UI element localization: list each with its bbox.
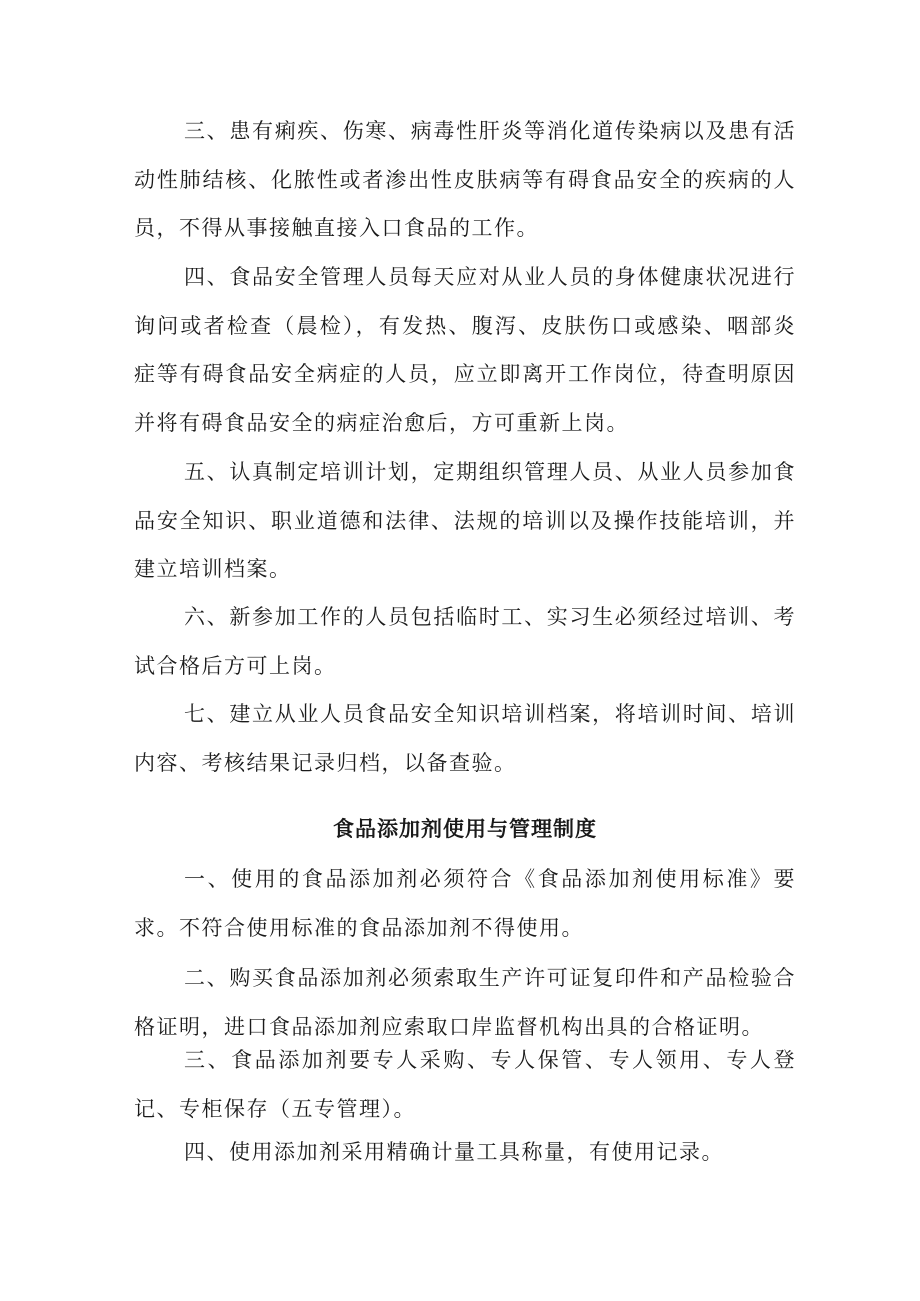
additive-paragraph-1-standards: 一、使用的食品添加剂必须符合《食品添加剂使用标准》要求。不符合使用标准的食品添加剂不得使用。 — [134, 867, 796, 940]
paragraph-4-morning-check: 四、食品安全管理人员每天应对从业人员的身体健康状况进行询问或者检查（晨检），有发热、腹泻、皮肤伤口或感染、咽部炎症等有碍食品安全病症的人员，应立即离开工作岗位，待查明原因并将有碍食品安全的病症治愈后，方可重新上岗。 — [134, 265, 796, 435]
paragraph-6-new-staff-training: 六、新参加工作的人员包括临时工、实习生必须经过培训、考试合格后方可上岗。 — [134, 605, 796, 678]
additive-paragraph-4-measurement: 四、使用添加剂采用精确计量工具称量，有使用记录。 — [184, 1140, 724, 1164]
section-title: 食品添加剂使用与管理制度 — [333, 817, 597, 841]
paragraph-3-disease-restriction: 三、患有痢疾、伤寒、病毒性肝炎等消化道传染病以及患有活动性肺结核、化脓性或者渗出性皮肤病等有碍食品安全的疾病的人员，不得从事接触直接入口食品的工作。 — [134, 119, 796, 240]
paragraph-5-training-plan: 五、认真制定培训计划，定期组织管理人员、从业人员参加食品安全知识、职业道德和法律、法规的培训以及操作技能培训，并建立培训档案。 — [134, 460, 796, 581]
additive-paragraph-3-five-dedicated: 三、食品添加剂要专人采购、专人保管、专人领用、专人登记、专柜保存（五专管理）。 — [134, 1048, 796, 1121]
additive-paragraph-2-certificates: 二、购买食品添加剂必须索取生产许可证复印件和产品检验合格证明，进口食品添加剂应索取口岸监督机构出具的合格证明。 — [134, 966, 796, 1039]
paragraph-7-training-records: 七、建立从业人员食品安全知识培训档案，将培训时间、培训内容、考核结果记录归档，以备查验。 — [134, 702, 796, 775]
